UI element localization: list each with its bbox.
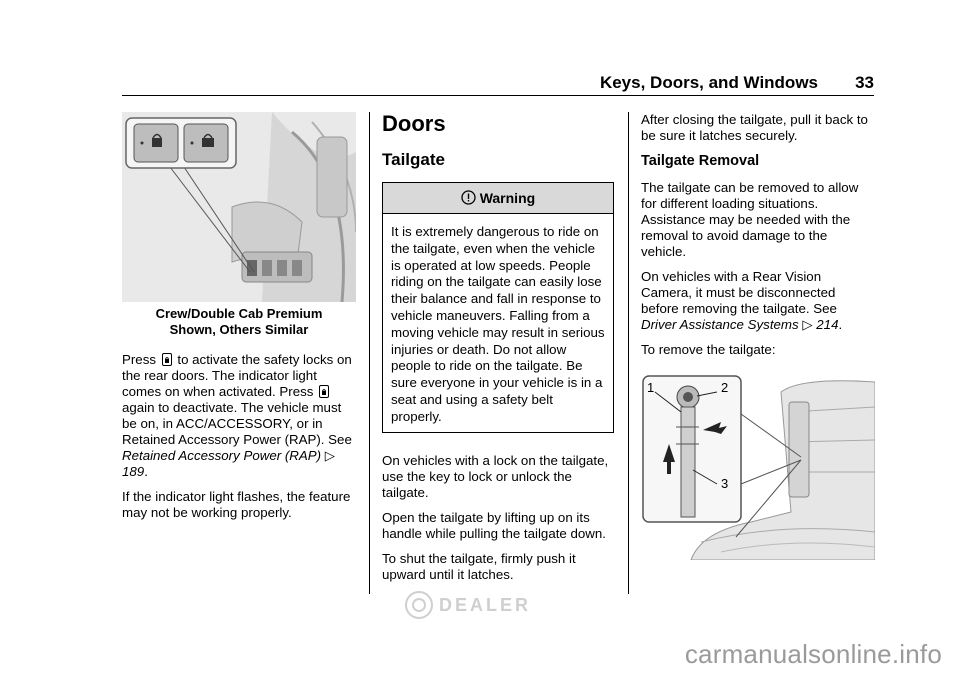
warning-text: It is extremely dangerous to ride on the tailgate, even when the vehicle is operated at low speeds. People riding on the tailgate can easily lose their balance and fall in response to vehicle maneuvers. Falling from a moving vehicle may result in serious injuries or death. Do not allow people to ride on the tailgate. Be sure everyone in your vehicle is in a seat and using a safety belt properly.: [391, 224, 605, 424]
dealer-watermark: [405, 588, 550, 622]
door-switch-illustration: [122, 112, 356, 302]
column-2: [382, 112, 614, 592]
rap-page-ref[interactable]: 189: [122, 464, 145, 479]
safety-lock-icon: [162, 353, 172, 366]
footer-url: carmanualsonline.info: [684, 639, 942, 669]
driver-assist-page-ref[interactable]: 214: [816, 317, 839, 332]
safety-lock-paragraph: Press to activate the safety locks on the rear doors. The indicator light comes on when activated. Press again to deactivate. The vehicle must be on, in ACC/ACCESSORY, or in Retained Accessory Power (RAP). See Retained Accessory Power (RAP) ▷ 189.: [122, 352, 352, 479]
section-title: Keys, Doors, and Windows: [599, 73, 818, 92]
column-1: [122, 112, 356, 530]
section-heading: Doors: [382, 111, 446, 136]
callout-1: 1: [647, 380, 655, 395]
warning-header: Warning: [383, 183, 613, 214]
safety-lock-icon: [319, 385, 329, 398]
tailgate-open-paragraph: Open the tailgate by lifting up on its handle while pulling the tailgate down.: [382, 509, 606, 541]
page-ref-arrow-icon: ▷: [802, 317, 813, 332]
page-header: [122, 73, 874, 96]
rap-reference-link[interactable]: Retained Accessory Power (RAP): [122, 448, 322, 463]
indicator-flash-paragraph: If the indicator light flashes, the feature may not be working properly.: [122, 489, 351, 520]
column-divider: [369, 112, 370, 594]
rear-camera-paragraph: On vehicles with a Rear Vision Camera, it must be disconnected before removing the tailgate. See Driver Assistance Systems ▷ 214.: [641, 269, 843, 332]
callout-2: 2: [721, 380, 729, 395]
watermark-text: DEALER: [439, 595, 532, 615]
tailgate-removal-illustration: [641, 372, 875, 560]
column-divider: [628, 112, 629, 594]
callout-3: 3: [721, 476, 729, 491]
driver-assist-link[interactable]: Driver Assistance Systems: [641, 317, 799, 332]
tailgate-latch-paragraph: After closing the tailgate, pull it back to be sure it latches securely.: [641, 112, 868, 143]
figure-caption: Crew/Double Cab Premium Shown, Others Similar: [155, 306, 323, 337]
subsection-heading: Tailgate: [382, 150, 445, 169]
tailgate-removal-heading: Tailgate Removal: [641, 153, 760, 169]
tailgate-removal-intro: The tailgate can be removed to allow for different loading situations. Assistance may be needed with the removal to avoid damage to the vehicle.: [641, 180, 859, 259]
column-3: [641, 112, 875, 560]
tailgate-shut-paragraph: To shut the tailgate, firmly push it upward until it latches.: [382, 550, 576, 582]
page-number: 33: [855, 73, 874, 92]
warning-icon: [461, 190, 476, 205]
page-ref-arrow-icon: ▷: [324, 448, 335, 463]
remove-instruction: To remove the tailgate:: [641, 342, 776, 357]
tailgate-lock-paragraph: On vehicles with a lock on the tailgate, use the key to lock or unlock the tailgate.: [382, 452, 609, 500]
warning-box: [382, 182, 614, 433]
